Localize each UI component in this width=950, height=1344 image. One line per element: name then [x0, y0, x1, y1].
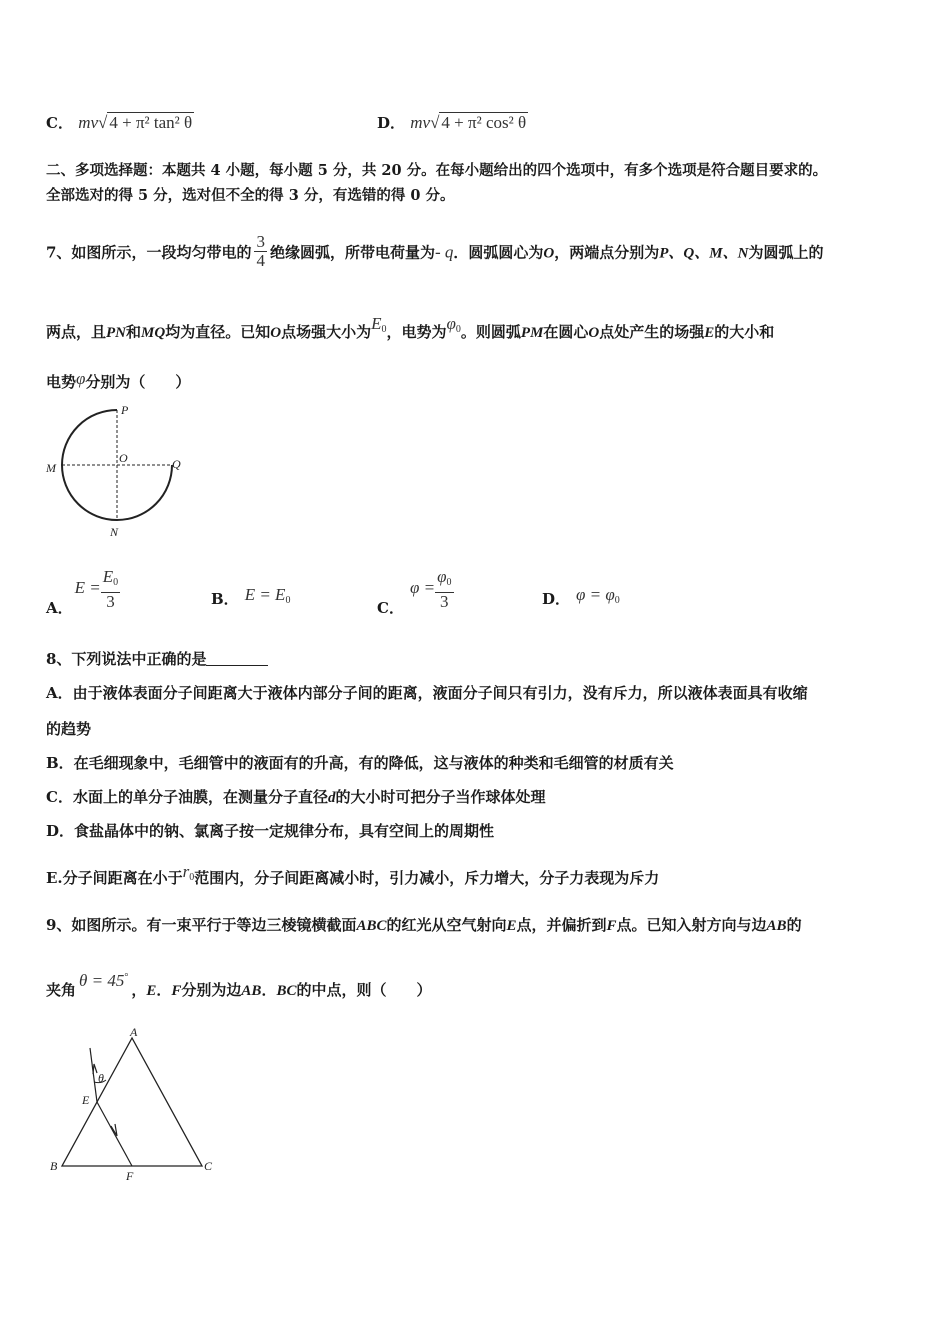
q7-stem-line1: 7、如图所示，一段均匀带电的 $\frac{3}{4}$ 绝缘圆弧，所带电荷量为- q．圆弧圆心为O，两端点分别为P、Q、M、N为圆弧上的 [46, 232, 824, 270]
q8-option-e: E.分子间距离在小于$r_0$范围内，分子间距离减小时，引力减小，斥力增大，分子力表现为斥力 [46, 862, 660, 887]
option-expression: mv√ 4 + π² tan² θ [78, 113, 193, 132]
q7-option-a[interactable]: A．E = $\frac{E_0}{3}$ [46, 567, 119, 618]
q8-option-a-line1: A．由于液体表面分子间距离大于液体内部分子间的距离，液面分子间只有引力，没有斥力，所以液体表面具有收缩 [46, 684, 808, 702]
q9-stem-line1: 9、如图所示。有一束平行于等边三棱镜横截面ABC的红光从空气射向E点，并偏折到F点。已知入射方向与边AB的 [46, 916, 802, 934]
label-o: O [119, 451, 128, 465]
option-label: C． [46, 114, 73, 132]
fraction-three-quarters: $\frac{3}{4}$ [256, 232, 265, 270]
incident-arrow [93, 1064, 97, 1074]
phi0-symbol: $\varphi_0$ [446, 314, 461, 335]
label-f: F [126, 1169, 134, 1183]
q9-prism-figure [44, 1020, 234, 1190]
section2-heading-line1: 二、多项选择题：本题共 4 小题，每小题 5 分，共 20 分。在每小题给出的四个选项中，有多个选项是符合题目要求的。 [46, 162, 828, 179]
q6-option-d[interactable] [377, 112, 528, 133]
q8-stem: 8、下列说法中正确的是 [46, 649, 268, 669]
label-a: A [130, 1025, 138, 1039]
q6-option-c[interactable] [46, 112, 194, 133]
q7-option-b[interactable]: B． $E = E_0$ [211, 585, 291, 608]
label-n: N [110, 525, 119, 539]
q8-option-c: C．水面上的单分子油膜，在测量分子直径d的大小时可把分子当作球体处理 [46, 788, 546, 806]
theta-45: θ = 45° [79, 971, 129, 990]
label-p: P [121, 403, 129, 417]
q7-option-c[interactable]: C．φ = $\frac{\varphi_0}{3}$ [377, 567, 452, 618]
label-m: M [46, 461, 56, 475]
option-label: D． [377, 114, 406, 132]
incident-ray [90, 1048, 97, 1102]
label-theta: θ [98, 1071, 104, 1085]
label-e: E [82, 1093, 90, 1107]
q9-stem-line2: 夹角 θ = 45°，E．F分别为边AB．BC的中点，则（ ） [46, 971, 432, 999]
label-b: B [50, 1159, 58, 1173]
option-expression: mv√ 4 + π² cos² θ [410, 113, 527, 132]
q8-option-b: B．在毛细现象中，毛细管中的液面有的升高，有的降低，这与液体的种类和毛细管的材质有关 [46, 754, 674, 772]
q7-stem-line3: 电势φ分别为（ ） [46, 369, 191, 391]
q8-option-d: D．食盐晶体中的钠、氯离子按一定规律分布，具有空间上的周期性 [46, 822, 495, 840]
q7-option-d[interactable]: D． $\varphi = \varphi_0$ [542, 585, 620, 608]
label-q: Q [172, 457, 181, 471]
label-c: C [204, 1159, 213, 1173]
answer-blank[interactable] [206, 651, 268, 666]
e0-symbol: $E_0$ [371, 314, 387, 335]
section2-heading-line2: 全部选对的得 5 分，选对但不全的得 3 分，有选错的得 0 分。 [46, 187, 455, 204]
q7-arc-figure [44, 400, 194, 545]
refracted-ray [97, 1102, 132, 1166]
q7-stem-line2: 两点，且PN和MQ均为直径。已知O点场强大小为$E_0$，电势为$\varphi_0$。则圆弧PM在圆心O点处产生的场强E的大小和 [46, 314, 775, 341]
q8-option-a-line2: 的趋势 [46, 720, 92, 738]
